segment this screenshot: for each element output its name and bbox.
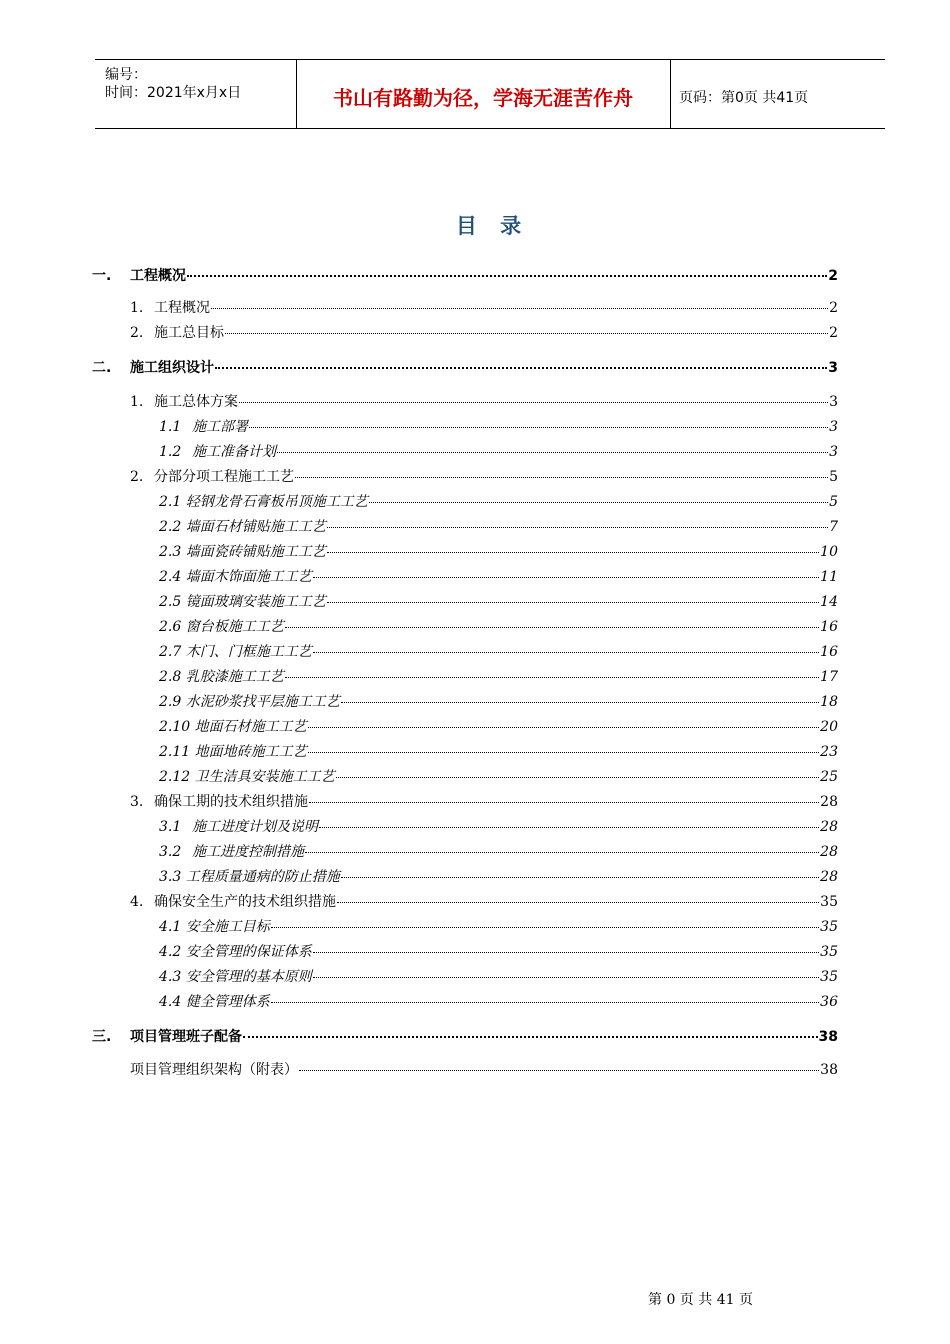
toc-leader-dots bbox=[225, 319, 828, 334]
toc-entry-title: 2.12 卫生洁具安装施工工艺 bbox=[159, 769, 335, 785]
toc-entry-number: 3.2 bbox=[159, 844, 182, 860]
toc-entry[interactable] bbox=[159, 691, 838, 713]
toc-entry[interactable] bbox=[159, 816, 838, 838]
toc-leader-dots bbox=[313, 638, 819, 653]
toc-leader-dots bbox=[305, 838, 819, 853]
document-number-label: 编号： bbox=[105, 67, 147, 83]
toc-entry-title: 施工总目标 bbox=[154, 325, 224, 341]
toc-entry-page: 28 bbox=[820, 819, 838, 835]
toc-entry[interactable] bbox=[159, 766, 838, 788]
toc-entry-title: 3.3 工程质量通病的防止措施 bbox=[159, 869, 340, 885]
toc-entry-page: 35 bbox=[820, 894, 838, 910]
toc-leader-dots bbox=[327, 538, 819, 553]
toc-entry[interactable] bbox=[92, 264, 838, 286]
toc-leader-dots bbox=[187, 261, 827, 277]
toc-entry-title: 工程概况 bbox=[154, 300, 210, 316]
toc-leader-dots bbox=[299, 1056, 819, 1071]
toc-leader-dots bbox=[271, 913, 819, 928]
toc-entry-page: 36 bbox=[820, 994, 838, 1010]
toc-leader-dots bbox=[313, 938, 819, 953]
toc-entry-title: 2.5 镜面玻璃安装施工工艺 bbox=[159, 594, 326, 610]
toc-entry-number: 3. bbox=[130, 794, 144, 810]
toc-entry[interactable] bbox=[159, 991, 838, 1013]
toc-entry-page: 28 bbox=[820, 794, 838, 810]
toc-entry[interactable] bbox=[92, 1025, 838, 1047]
toc-entry-number: 1. bbox=[130, 394, 144, 410]
toc-entry[interactable] bbox=[159, 416, 838, 438]
toc-entry-page: 23 bbox=[820, 744, 838, 760]
toc-entry-title: 确保安全生产的技术组织措施 bbox=[154, 894, 336, 910]
toc-entry-page: 35 bbox=[820, 919, 838, 935]
toc-entry[interactable] bbox=[159, 441, 838, 463]
toc-leader-dots bbox=[308, 738, 820, 753]
toc-entry-number: 2. bbox=[130, 469, 144, 485]
toc-leader-dots bbox=[341, 688, 819, 703]
toc-leader-dots bbox=[313, 563, 819, 578]
toc-entry-title: 施工总体方案 bbox=[154, 394, 238, 410]
toc-entry-page: 3 bbox=[829, 394, 838, 410]
toc-entry-page: 3 bbox=[829, 419, 838, 435]
header-page-info: 页码：第0页 共41页 bbox=[679, 90, 809, 106]
toc-entry[interactable] bbox=[130, 322, 838, 344]
toc-entry-title: 2.11 地面地砖施工工艺 bbox=[159, 744, 307, 760]
toc-entry-title: 施工部署 bbox=[192, 419, 248, 435]
toc-leader-dots bbox=[215, 353, 827, 369]
toc-entry-title: 2.8 乳胶漆施工工艺 bbox=[159, 669, 284, 685]
toc-entry[interactable] bbox=[130, 791, 838, 813]
toc-entry-title: 施工准备计划 bbox=[192, 444, 276, 460]
toc-entry-title: 4.4 健全管理体系 bbox=[159, 994, 270, 1010]
toc-entry[interactable] bbox=[159, 616, 838, 638]
toc-entry-number: 二. bbox=[92, 360, 112, 376]
toc-entry-title: 项目管理班子配备 bbox=[130, 1029, 242, 1045]
toc-leader-dots bbox=[243, 1022, 818, 1038]
toc-entry-title: 4.3 安全管理的基本原则 bbox=[159, 969, 312, 985]
toc-entry-title: 工程概况 bbox=[130, 268, 186, 284]
toc-entry-page: 20 bbox=[820, 719, 838, 735]
toc-entry-title: 2.9 水泥砂浆找平层施工工艺 bbox=[159, 694, 340, 710]
toc-entry[interactable] bbox=[159, 641, 838, 663]
toc-entry-title: 2.7 木门、门框施工工艺 bbox=[159, 644, 312, 660]
toc-entry-title: 4.1 安全施工目标 bbox=[159, 919, 270, 935]
toc-entry[interactable] bbox=[159, 966, 838, 988]
toc-entry-number: 4. bbox=[130, 894, 144, 910]
toc-entry-page: 18 bbox=[820, 694, 838, 710]
toc-entry-page: 7 bbox=[829, 519, 838, 535]
toc-entry-page: 2 bbox=[829, 300, 838, 316]
toc-entry[interactable] bbox=[159, 516, 838, 538]
toc-leader-dots bbox=[313, 963, 819, 978]
toc-leader-dots bbox=[327, 513, 828, 528]
toc-entry-title: 2.6 窗台板施工工艺 bbox=[159, 619, 284, 635]
toc-entry-page: 38 bbox=[818, 1029, 838, 1045]
toc-leader-dots bbox=[295, 463, 828, 478]
toc-entry-number: 1.2 bbox=[159, 444, 182, 460]
toc-entry-title: 施工进度控制措施 bbox=[192, 844, 304, 860]
toc-entry-page: 5 bbox=[829, 469, 838, 485]
toc-entry[interactable] bbox=[159, 591, 838, 613]
toc-entry-page: 3 bbox=[828, 360, 838, 376]
toc-leader-dots bbox=[285, 663, 819, 678]
toc-entry-title: 确保工期的技术组织措施 bbox=[154, 794, 308, 810]
toc-entry[interactable] bbox=[130, 391, 838, 413]
toc-entry-page: 35 bbox=[820, 944, 838, 960]
toc-entry[interactable] bbox=[92, 356, 838, 378]
toc-entry-title: 2.2 墙面石材铺贴施工工艺 bbox=[159, 519, 326, 535]
toc-entry-number: 三. bbox=[92, 1029, 112, 1045]
toc-entry-page: 16 bbox=[820, 619, 838, 635]
toc-leader-dots bbox=[211, 294, 828, 309]
toc-entry-title: 项目管理组织架构（附表） bbox=[130, 1062, 298, 1078]
toc-entry-page: 25 bbox=[820, 769, 838, 785]
toc-entry[interactable] bbox=[130, 297, 838, 319]
toc-entry-number: 2. bbox=[130, 325, 144, 341]
toc-entry-page: 2 bbox=[828, 268, 838, 284]
toc-leader-dots bbox=[271, 988, 819, 1003]
page-footer: 第 0 页 共 41 页 bbox=[648, 1292, 753, 1308]
toc-entry-page: 28 bbox=[820, 844, 838, 860]
toc-entry-number: 3.1 bbox=[159, 819, 182, 835]
toc-entry[interactable] bbox=[159, 916, 838, 938]
toc-entry[interactable] bbox=[159, 541, 838, 563]
toc-leader-dots bbox=[369, 488, 828, 503]
toc-entry-page: 35 bbox=[820, 969, 838, 985]
header-motto: 书山有路勤为径，学海无涯苦作舟 bbox=[333, 86, 633, 110]
toc-leader-dots bbox=[249, 413, 828, 428]
toc-entry-number: 1. bbox=[130, 300, 144, 316]
toc-entry[interactable] bbox=[159, 941, 838, 963]
toc-leader-dots bbox=[277, 438, 828, 453]
toc-entry-title: 2.10 地面石材施工工艺 bbox=[159, 719, 307, 735]
toc-entry-page: 14 bbox=[820, 594, 838, 610]
toc-entry[interactable] bbox=[130, 1059, 838, 1081]
toc-entry-title: 分部分项工程施工工艺 bbox=[154, 469, 294, 485]
toc-entry[interactable] bbox=[130, 891, 838, 913]
toc-entry-page: 2 bbox=[829, 325, 838, 341]
toc-entry-number: 1.1 bbox=[159, 419, 182, 435]
toc-leader-dots bbox=[285, 613, 819, 628]
toc-entry[interactable] bbox=[159, 666, 838, 688]
toc-entry[interactable] bbox=[159, 491, 838, 513]
toc-entry-page: 11 bbox=[820, 569, 838, 585]
toc-entry[interactable] bbox=[159, 741, 838, 763]
toc-leader-dots bbox=[309, 788, 819, 803]
toc-leader-dots bbox=[341, 863, 819, 878]
toc-leader-dots bbox=[336, 763, 820, 778]
document-time-label: 时间：2021年x月x日 bbox=[105, 85, 242, 101]
toc-entry[interactable] bbox=[159, 566, 838, 588]
toc-entry[interactable] bbox=[130, 466, 838, 488]
toc-entry-page: 28 bbox=[820, 869, 838, 885]
toc-entry-page: 10 bbox=[820, 544, 838, 560]
toc-leader-dots bbox=[308, 713, 820, 728]
toc-entry-page: 17 bbox=[820, 669, 838, 685]
toc-entry[interactable] bbox=[159, 866, 838, 888]
toc-entry[interactable] bbox=[159, 841, 838, 863]
toc-entry-title: 4.2 安全管理的保证体系 bbox=[159, 944, 312, 960]
toc-title: 目 录 bbox=[455, 214, 530, 238]
toc-leader-dots bbox=[327, 588, 819, 603]
toc-entry-page: 16 bbox=[820, 644, 838, 660]
toc-entry-number: 一. bbox=[92, 268, 112, 284]
toc-entry-page: 5 bbox=[829, 494, 838, 510]
toc-leader-dots bbox=[337, 888, 819, 903]
toc-leader-dots bbox=[319, 813, 819, 828]
toc-entry-title: 2.3 墙面瓷砖铺贴施工工艺 bbox=[159, 544, 326, 560]
toc-entry-page: 3 bbox=[829, 444, 838, 460]
toc-entry-title: 施工组织设计 bbox=[130, 360, 214, 376]
toc-entry-title: 施工进度计划及说明 bbox=[192, 819, 318, 835]
toc-entry-title: 2.4 墙面木饰面施工工艺 bbox=[159, 569, 312, 585]
toc-entry[interactable] bbox=[159, 716, 838, 738]
toc-entry-title: 2.1 轻钢龙骨石膏板吊顶施工工艺 bbox=[159, 494, 368, 510]
toc-entry-page: 38 bbox=[820, 1062, 838, 1078]
toc-leader-dots bbox=[239, 388, 828, 403]
